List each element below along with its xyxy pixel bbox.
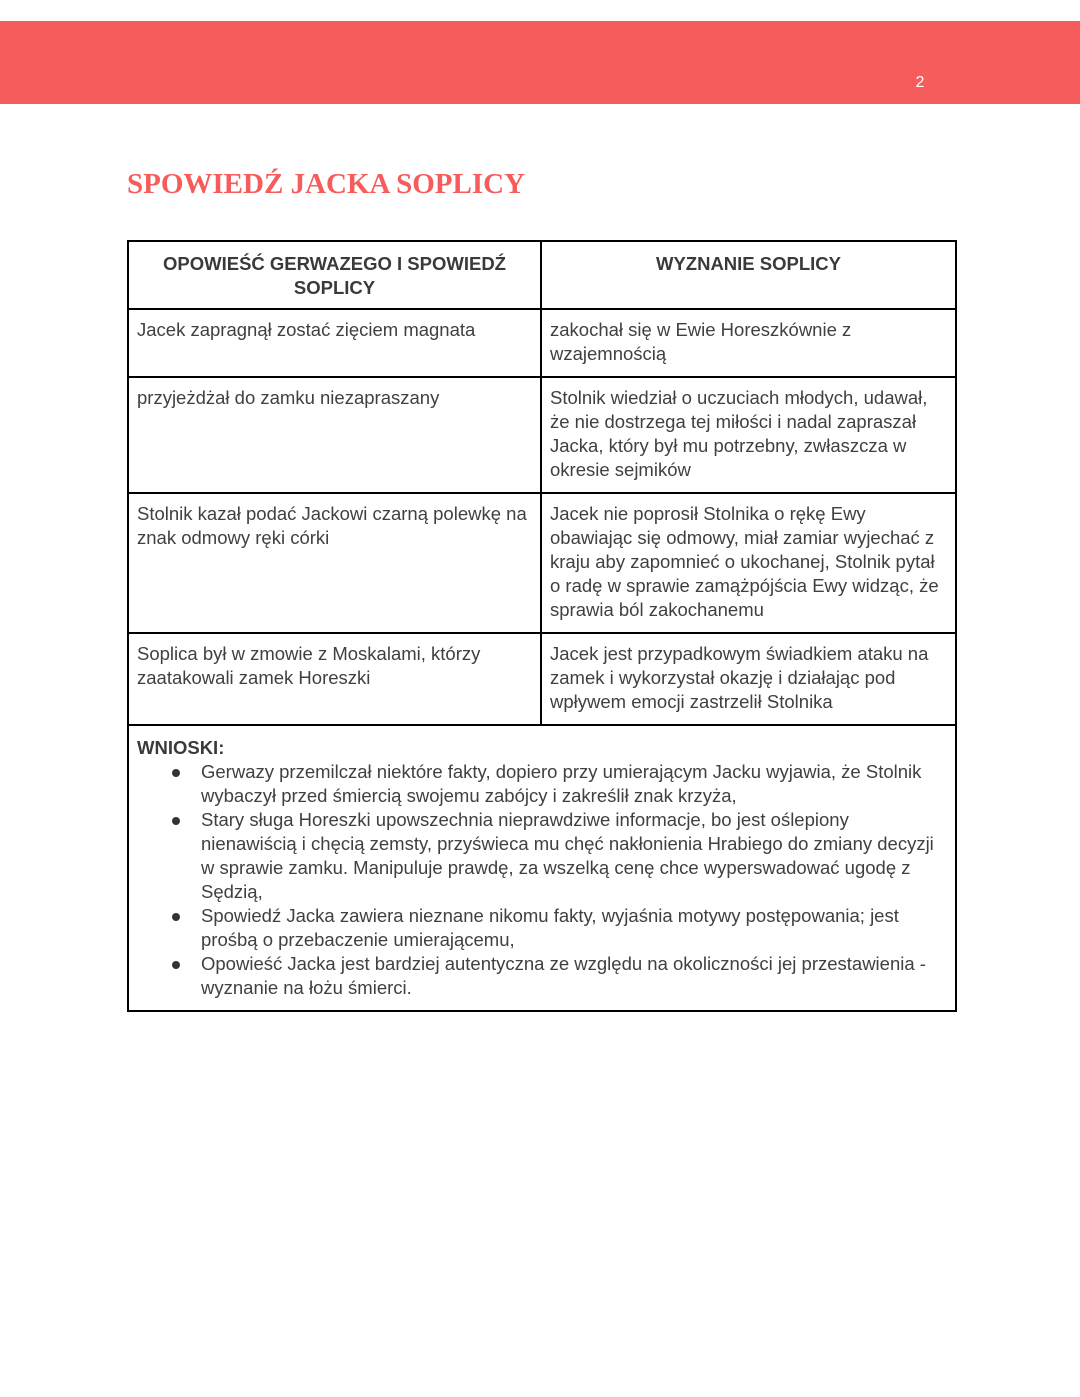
table-row	[128, 633, 956, 725]
list-item: Stary sługa Horeszki upowszechnia nieprawdziwe informacje, bo jest oślepiony nienawiścią i chęcią zemsty, przyświeca mu chęć nakłonienia Hrabiego do zmiany decyzji w sprawie zamku. Manipuluje prawdę, za wszelką cenę chce wyperswadować ugodę z Sędzią,	[201, 808, 947, 904]
conclusions-cell	[128, 725, 956, 1011]
conclusions-row	[128, 725, 956, 1011]
table-cell: Jacek jest przypadkowym świadkiem ataku na zamek i wykorzystał okazję i działając pod wpływem emocji zastrzelił Stolnika	[541, 633, 956, 725]
header-band	[0, 21, 1080, 104]
conclusions-list	[137, 760, 947, 1000]
table-header-row	[128, 241, 956, 309]
list-item: Opowieść Jacka jest bardziej autentyczna ze względu na okoliczności jej przestawienia - wyznanie na łożu śmierci.	[201, 952, 947, 1000]
table-cell: Stolnik kazał podać Jackowi czarną polewkę na znak odmowy ręki córki	[128, 493, 541, 633]
table-cell: Stolnik wiedział o uczuciach młodych, udawał, że nie dostrzega tej miłości i nadal zapraszał Jacka, który był mu potrzebny, zwłaszcza w okresie sejmików	[541, 377, 956, 493]
list-item: Gerwazy przemilczał niektóre fakty, dopiero przy umierającym Jacku wyjawia, że Stolnik wybaczył przed śmiercią swojemu zabójcy i zakreślił znak krzyża,	[201, 760, 947, 808]
table-row	[128, 493, 956, 633]
page-number: 2	[915, 74, 925, 91]
column-header-gerwazy: OPOWIEŚĆ GERWAZEGO I SPOWIEDŹ SOPLICY	[128, 241, 541, 309]
document-title: SPOWIEDŹ JACKA SOPLICY	[127, 168, 526, 200]
conclusions-title: WNIOSKI:	[137, 737, 225, 758]
column-header-soplica: WYZNANIE SOPLICY	[541, 241, 956, 309]
table-row	[128, 309, 956, 377]
comparison-table	[127, 240, 957, 1012]
list-item: Spowiedź Jacka zawiera nieznane nikomu fakty, wyjaśnia motywy postępowania; jest prośbą o przebaczenie umierającemu,	[201, 904, 947, 952]
table-cell: Soplica był w zmowie z Moskalami, którzy zaatakowali zamek Horeszki	[128, 633, 541, 725]
table-cell: przyjeżdżał do zamku niezapraszany	[128, 377, 541, 493]
table-row	[128, 377, 956, 493]
table-cell: Jacek nie poprosił Stolnika o rękę Ewy obawiając się odmowy, miał zamiar wyjechać z kraju aby zapomnieć o ukochanej, Stolnik pytał o radę w sprawie zamążpójścia Ewy widząc, że sprawia ból zakochanemu	[541, 493, 956, 633]
table-cell: Jacek zapragnął zostać zięciem magnata	[128, 309, 541, 377]
table-cell: zakochał się w Ewie Horeszkównie z wzajemnością	[541, 309, 956, 377]
